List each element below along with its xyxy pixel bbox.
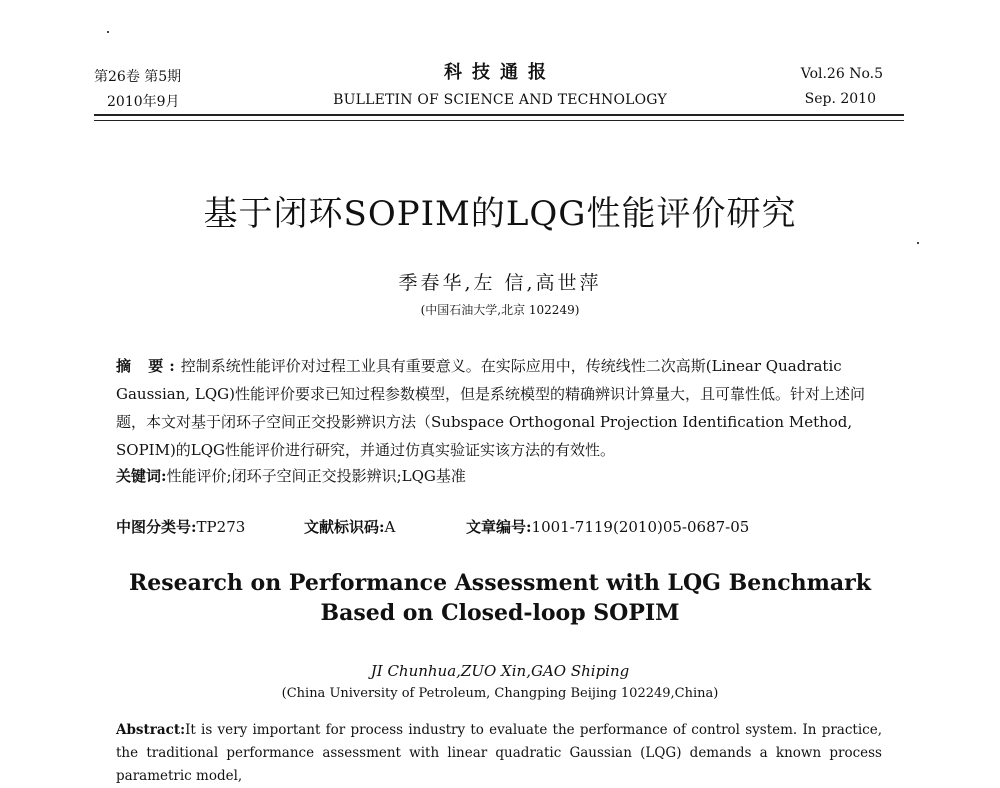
keywords-cn — [116, 465, 466, 486]
authors-cn: 季春华,左 信,高世萍 — [398, 272, 602, 294]
scan-speck — [107, 31, 109, 33]
keywords-label: 关键词: — [116, 467, 167, 485]
date-cn: 2010年9月 — [107, 94, 180, 110]
article-number-value: 1001-7119(2010)05-0687-05 — [531, 518, 750, 536]
affiliation-en: (China University of Petroleum, Changping Beijing 102249,China) — [281, 686, 719, 701]
classification-value: TP273 — [196, 518, 246, 536]
abstract-cn-label: 摘 要: — [116, 357, 181, 375]
keywords-text: 性能评价;闭环子空间正交投影辨识;LQG基准 — [166, 467, 466, 485]
classification-number — [116, 516, 245, 537]
classification-label: 中图分类号: — [116, 518, 197, 536]
volume-issue-cn: 第26卷 第5期 — [94, 69, 182, 85]
header-rule — [94, 114, 904, 116]
paper-title-cn: 基于闭环SOPIM的LQG性能评价研究 — [203, 194, 797, 234]
journal-name-cn: 科技通报 — [444, 62, 556, 83]
date-en: Sep. 2010 — [804, 91, 876, 107]
abstract-en — [116, 719, 882, 788]
affiliation-cn: (中国石油大学,北京 102249) — [420, 303, 580, 317]
paper-title-en — [0, 568, 1000, 628]
abstract-en-label: Abstract: — [116, 722, 186, 738]
abstract-cn — [116, 352, 882, 464]
authors-en: JI Chunhua,ZUO Xin,GAO Shiping — [370, 662, 630, 680]
paper-title-en-line2: Based on Closed-loop SOPIM — [320, 600, 680, 626]
journal-name-en: BULLETIN OF SCIENCE AND TECHNOLOGY — [333, 92, 667, 108]
document-code-value: A — [384, 518, 396, 536]
document-code — [304, 516, 395, 537]
abstract-en-text: It is very important for process industry to evaluate the performance of control system. In practice, the traditional performance assessment with linear quadratic Gaussian (LQG) demands a known process parametric model, — [116, 722, 882, 784]
article-number-label: 文章编号: — [466, 518, 532, 536]
article-number — [466, 516, 749, 537]
scan-speck — [917, 242, 919, 244]
document-code-label: 文献标识码: — [304, 518, 385, 536]
paper-title-en-line1: Research on Performance Assessment with LQG Benchmark — [129, 570, 871, 596]
header-rule-thin — [94, 120, 904, 121]
abstract-cn-text: 控制系统性能评价对过程工业具有重要意义。在实际应用中，传统线性二次高斯(Linear Quadratic Gaussian, LQG)性能评价要求已知过程参数模型，但是系统模型的精确辨识计算量大，且可靠性低。针对上述问题，本文对基于闭环子空间正交投影辨识方法（Subspace Orthogonal Projection Identification Method, SOPIM)的LQG性能评价进行研究，并通过仿真实验证实该方法的有效性。 — [116, 357, 866, 459]
volume-issue-en: Vol.26 No.5 — [800, 66, 883, 82]
